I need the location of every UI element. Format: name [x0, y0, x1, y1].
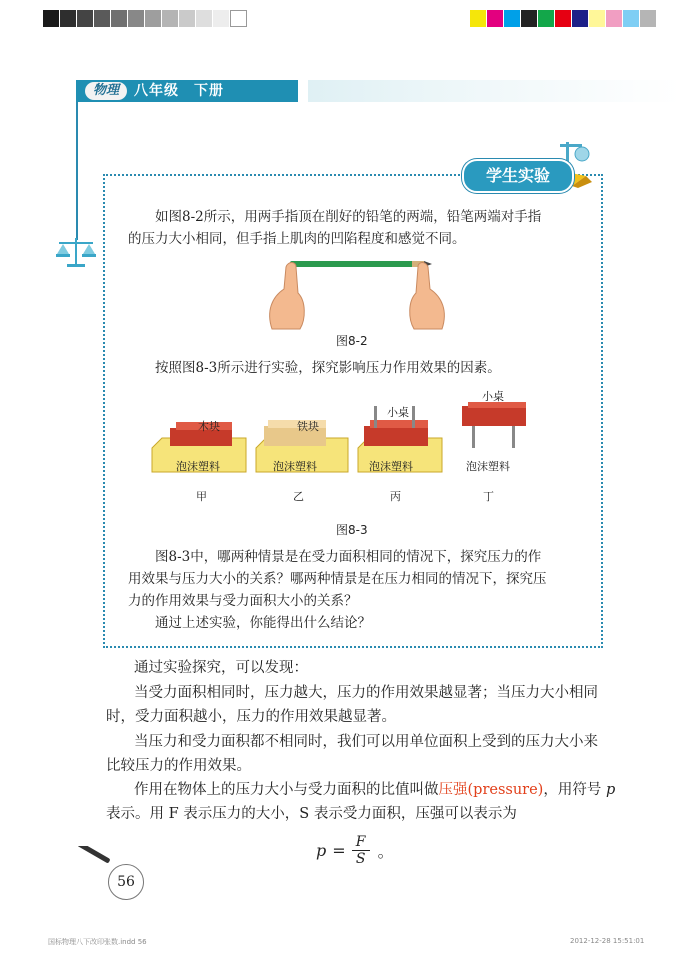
pressure-term: 压强(pressure) [438, 782, 544, 798]
body-line-1: 通过实验探究，可以发现： [134, 660, 308, 676]
body-line-5: 比较压力的作用效果。 [106, 758, 251, 774]
subject-logo: 物理 [85, 82, 127, 100]
intro-line-2: 的压力大小相同，但手指上肌肉的凹陷程度和感觉不同。 [128, 231, 466, 247]
formula-period: 。 [377, 841, 394, 861]
question-line-4: 通过上述实验，你能得出什么结论？ [128, 615, 371, 631]
block-label-iron: 铁块 [297, 420, 319, 433]
page-number: 56 [108, 864, 144, 900]
finger-pencil-figure [262, 253, 452, 331]
footer-file-name: 国标物理八下改印张数.indd 56 [48, 938, 147, 946]
sub-label-ding: 丁 [483, 490, 494, 503]
block-label-wood: 木块 [198, 420, 220, 433]
sub-label-yi: 乙 [293, 490, 304, 503]
figure-8-3-caption: 图8-3 [336, 523, 368, 537]
table-inverted-figure [456, 400, 546, 460]
instruction-text: 按照图8-3所示进行实验，探究影响压力作用效果的因素。 [128, 360, 501, 376]
question-line-3: 力的作用效果与受力面积大小的关系？ [128, 593, 358, 609]
formula-fraction [352, 834, 370, 867]
formula-lhs: p [316, 840, 327, 860]
pressure-formula [316, 826, 394, 874]
foam-label-3: 泡沫塑料 [369, 460, 413, 473]
foam-label-2: 泡沫塑料 [273, 460, 317, 473]
grade-label: 八年级 下册 [134, 83, 224, 99]
definition-text: 作用在物体上的压力大小与受力面积的比值叫做 [134, 782, 439, 798]
sub-label-bing: 丙 [390, 490, 401, 503]
figure-8-2-caption: 图8-2 [336, 334, 368, 348]
header-gradient-strip [308, 80, 680, 102]
balance-scale-icon [55, 236, 97, 270]
grayscale-registration-bar [43, 10, 247, 27]
body-line-6 [134, 778, 615, 802]
foam-label-4: 泡沫塑料 [466, 460, 510, 473]
symbol-p: p [605, 782, 616, 798]
student-experiment-badge: 学生实验 [462, 159, 574, 193]
footer-timestamp: 2012-12-28 15:51:01 [570, 937, 645, 945]
body-line-7: 表示。用 F 表示压力的大小，S 表示受力面积，压强可以表示为 [106, 806, 517, 822]
foam-label-1: 泡沫塑料 [176, 460, 220, 473]
block-label-table-1: 小桌 [387, 406, 409, 419]
symbol-text: ，用符号 [543, 782, 602, 798]
body-line-4: 当压力和受力面积都不相同时，我们可以用单位面积上受到的压力大小来 [134, 734, 598, 750]
body-line-2: 当受力面积相同时，压力越大，压力的作用效果越显著；当压力大小相同 [134, 685, 598, 701]
question-line-1: 图8-3中，哪两种情景是在受力面积相同的情况下，探究压力的作 [128, 549, 542, 565]
formula-denominator: S [355, 850, 366, 867]
intro-line-1: 如图8-2所示，用两手指顶在削好的铅笔的两端，铅笔两端对手指 [128, 209, 542, 225]
formula-equals: = [332, 840, 346, 860]
margin-rule [76, 102, 78, 240]
sub-label-jia: 甲 [196, 490, 207, 503]
block-label-table-2: 小桌 [482, 390, 504, 403]
color-registration-bar [470, 10, 657, 27]
body-line-3: 时，受力面积越小，压力的作用效果越显著。 [106, 709, 396, 725]
question-line-2: 用效果与压力大小的关系？哪两种情景是在压力相同的情况下，探究压 [128, 571, 547, 587]
formula-numerator: F [355, 833, 366, 850]
